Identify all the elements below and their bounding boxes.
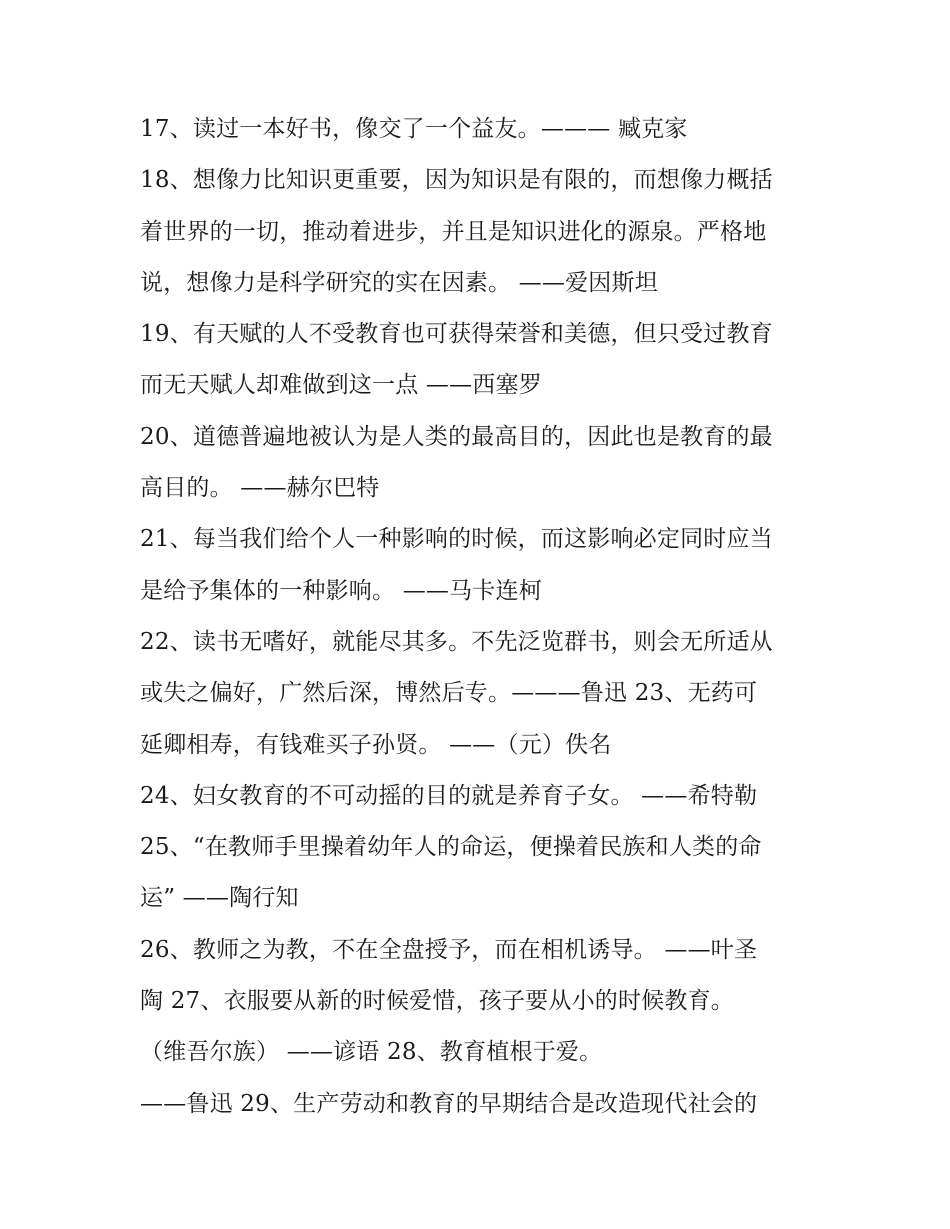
text-line: 是给予集体的一种影响。 ——马卡连柯 (140, 577, 542, 604)
text-line: 高目的。 ——赫尔巴特 (140, 475, 380, 502)
text-line: 17、读过一本好书，像交了一个益友。——— 臧克家 (140, 116, 688, 142)
text-line: 而无天赋人却难做到这一点 ——西塞罗 (140, 372, 542, 399)
text-line: 18、想像力比知识更重要，因为知识是有限的，而想像力概括 (140, 167, 773, 194)
text-line: 运” ——陶行知 (140, 885, 299, 912)
text-line: 着世界的一切，推动着进步，并且是知识进化的源泉。严格地 (140, 218, 767, 245)
text-line: 21、每当我们给个人一种影响的时候，而这影响必定同时应当 (140, 526, 773, 553)
text-line: 25、“在教师手里操着幼年人的命运，便操着民族和人类的命 (140, 834, 762, 861)
text-line: 陶 27、衣服要从新的时候爱惜，孩子要从小的时候教育。 (140, 988, 734, 1015)
text-line: 说，想像力是科学研究的实在因素。 ——爱因斯坦 (140, 269, 658, 296)
text-line: 22、读书无嗜好，就能尽其多。不先泛览群书，则会无所适从 (140, 628, 773, 655)
quote-text-block (140, 104, 820, 1130)
text-line: ——鲁迅 29、生产劳动和教育的早期结合是改造现代社会的 (140, 1090, 758, 1117)
text-line: 24、妇女教育的不可动摇的目的就是养育子女。 ——希特勒 (140, 782, 758, 809)
text-line: 26、教师之为教，不在全盘授予，而在相机诱导。 ——叶圣 (140, 936, 758, 963)
text-line: 19、有天赋的人不受教育也可获得荣誉和美德，但只受过教育 (140, 321, 773, 348)
text-line: （维吾尔族） ——谚语 28、教育植根于爱。 (140, 1039, 603, 1066)
text-line: 或失之偏好，广然后深，博然后专。———鲁迅 23、无药可 (140, 680, 758, 707)
text-line: 20、道德普遍地被认为是人类的最高目的，因此也是教育的最 (140, 423, 773, 450)
text-line: 延卿相寿，有钱难买子孙贤。 ——（元）佚名 (140, 731, 612, 758)
